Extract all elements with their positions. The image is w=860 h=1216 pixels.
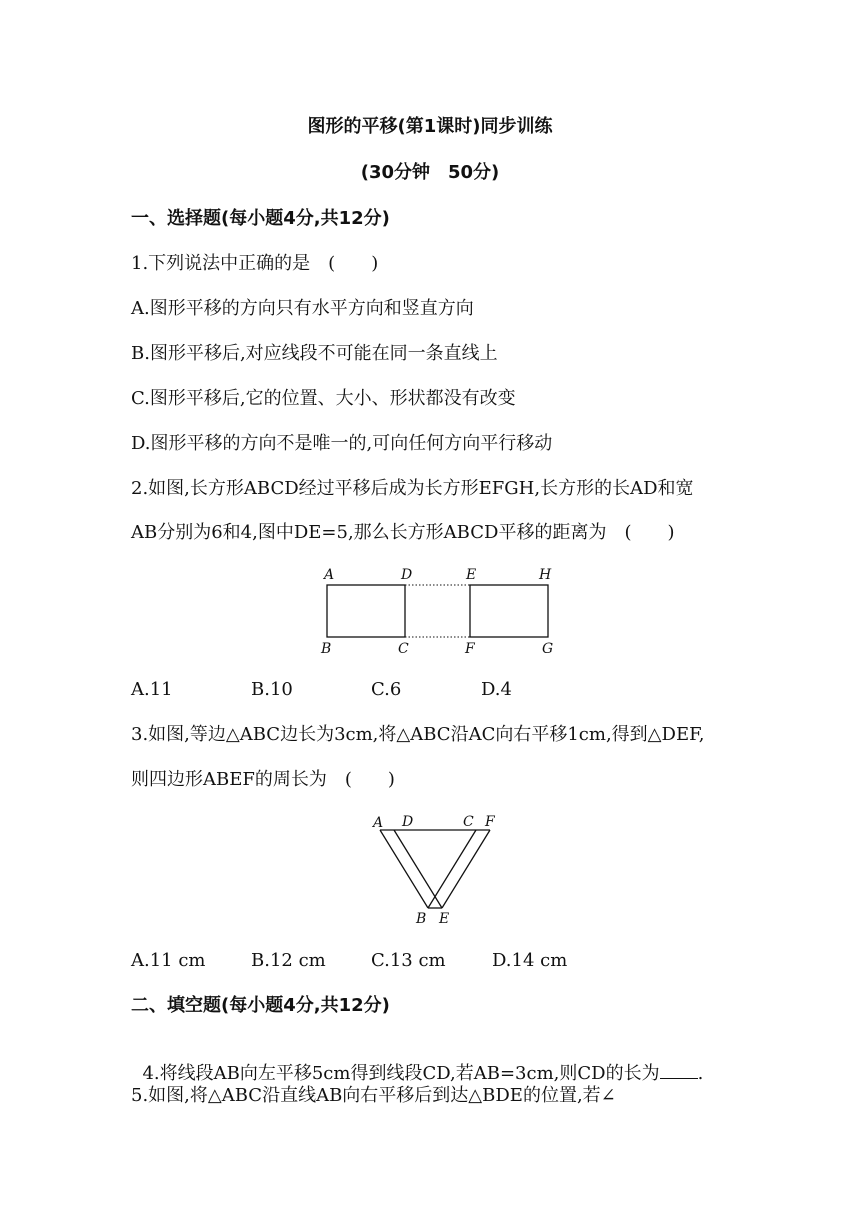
q4-end: .: [697, 1063, 704, 1084]
q2-option-b: B.10: [251, 679, 293, 700]
label-c: C: [398, 641, 409, 657]
q3-option-d: D.14 cm: [492, 950, 568, 971]
q3-option-a: A.11 cm: [131, 950, 206, 971]
q4-stem: 4.将线段AB向左平移5cm得到线段CD,若AB=3cm,则CD的长为: [142, 1063, 660, 1084]
q3-option-b: B.12 cm: [251, 950, 326, 971]
page-subtitle: (30分钟 50分): [360, 162, 500, 183]
label-e: E: [439, 911, 450, 927]
label-b: B: [416, 911, 427, 927]
q2-option-d: D.4: [481, 679, 512, 700]
segment-de: [394, 830, 442, 908]
label-a: A: [373, 815, 384, 831]
q5-stem: 5.如图,将△ABC沿直线AB向右平移后到达△BDE的位置,若∠: [131, 1085, 616, 1106]
q1-option-c: C.图形平移后,它的位置、大小、形状都没有改变: [131, 388, 516, 409]
label-b: B: [321, 641, 332, 657]
q2-option-c: C.6: [371, 679, 402, 700]
label-a: A: [324, 567, 335, 583]
label-e: E: [466, 567, 477, 583]
q2-stem-line1: 2.如图,长方形ABCD经过平移后成为长方形EFGH,长方形的长AD和宽: [131, 478, 694, 499]
label-f: F: [485, 814, 495, 830]
q2-stem-line2: AB分别为6和4,图中DE=5,那么长方形ABCD平移的距离为 ( ): [131, 522, 675, 543]
q2-option-a: A.11: [131, 679, 173, 700]
q1-option-b: B.图形平移后,对应线段不可能在同一条直线上: [131, 343, 498, 364]
label-g: G: [542, 641, 554, 657]
segment-ab: [380, 830, 428, 908]
label-c: C: [463, 814, 474, 830]
q3-triangle-figure: [360, 808, 510, 933]
q1-stem: 1.下列说法中正确的是 ( ): [131, 253, 379, 274]
rectangle-efgh: [470, 585, 548, 637]
page-title: 图形的平移(第1课时)同步训练: [307, 116, 553, 137]
section1-heading: 一、选择题(每小题4分,共12分): [131, 208, 390, 229]
section2-heading: 二、填空题(每小题4分,共12分): [131, 995, 390, 1016]
label-h: H: [539, 567, 552, 583]
segment-ef: [442, 830, 490, 908]
label-d: D: [402, 814, 414, 830]
rectangle-abcd: [327, 585, 405, 637]
label-f: F: [465, 641, 475, 657]
q3-stem-line2: 则四边形ABEF的周长为 ( ): [131, 769, 395, 790]
q1-option-d: D.图形平移的方向不是唯一的,可向任何方向平行移动: [131, 433, 553, 454]
q2-rectangle-figure: [310, 560, 570, 660]
q4-line: [131, 1040, 703, 1085]
q1-option-a: A.图形平移的方向只有水平方向和竖直方向: [131, 298, 474, 319]
q4-answer-blank[interactable]: [660, 1062, 698, 1079]
q3-stem-line1: 3.如图,等边△ABC边长为3cm,将△ABC沿AC向右平移1cm,得到△DEF,: [131, 724, 705, 745]
q3-option-c: C.13 cm: [371, 950, 446, 971]
label-d: D: [401, 567, 413, 583]
